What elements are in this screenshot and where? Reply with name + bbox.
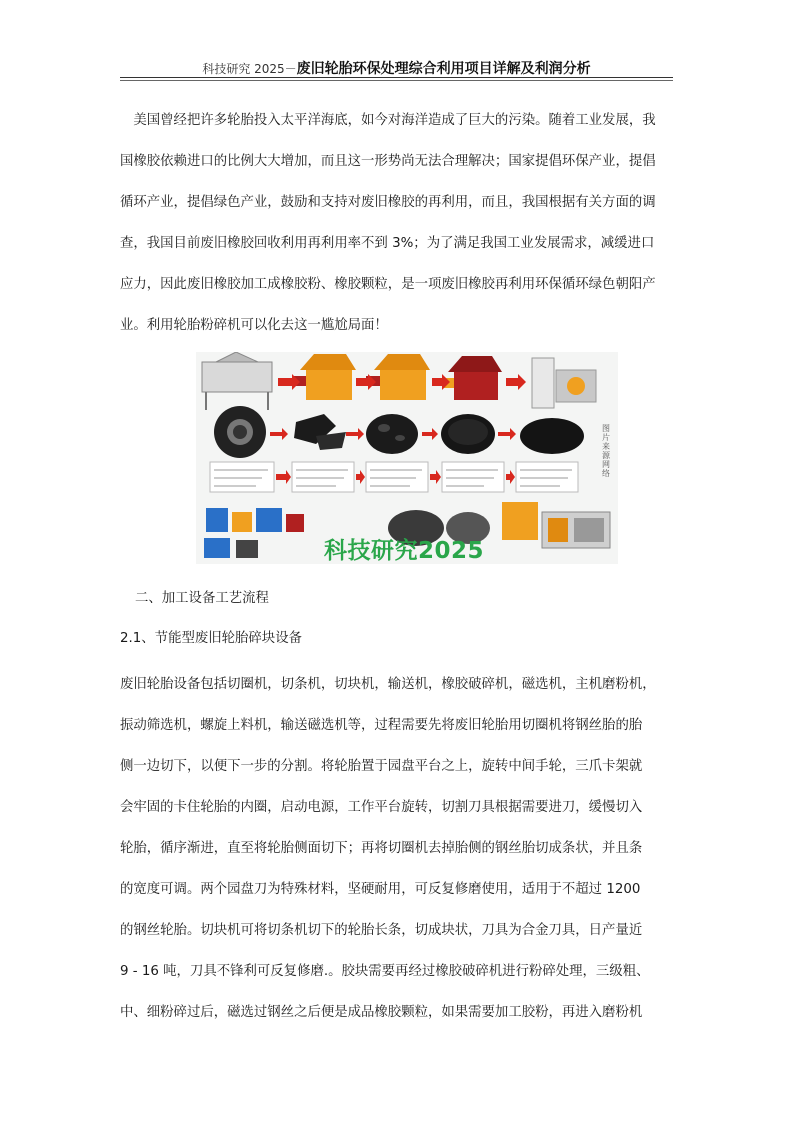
paragraph-line: 的钢丝轮胎。切块机可将切条机切下的轮胎长条，切成块状，刀具为合金刀具，日产量近 [120, 923, 643, 938]
mill-equipment-photo [502, 502, 610, 548]
paragraph-line: 中、细粉碎过后，磁选过钢丝之后便是成品橡胶颗粒，如果需要加工胶粉，再进入磨粉机 [120, 1005, 643, 1020]
crusher-machine-1 [292, 354, 356, 400]
whole-tire-image [214, 406, 266, 458]
paragraph-line: 查，我国目前废旧橡胶回收利用再利用率不到 3%；为了满足我国工业发展需求，减缓进口 [120, 236, 655, 251]
header-rule [120, 77, 673, 78]
section-heading: 二、加工设备工艺流程 [135, 591, 269, 606]
header-title: 废旧轮胎环保处理综合利用项目详解及利润分析 [296, 61, 591, 77]
paragraph-line: 美国曾经把许多轮胎投入太平洋海底，如今对海洋造成了巨大的污染。随着工业发展，我 [120, 113, 656, 128]
tire-strips-image [294, 414, 346, 450]
header-rule [120, 80, 673, 81]
paragraph-line: 废旧轮胎设备包括切圈机，切条机，切块机，输送机，橡胶破碎机，磁选机，主机磨粉机， [120, 677, 656, 692]
crusher-machine-2 [366, 354, 430, 400]
subsection-heading: 2.1、节能型废旧轮胎碎块设备 [120, 631, 302, 646]
watermark-text: 科技研究2025 [324, 538, 485, 564]
grinding-mill-machine [532, 358, 596, 408]
rubber-chunks-image [366, 414, 418, 454]
paragraph-line: 振动筛选机，螺旋上料机，输送磁选机等，过程需要先将废旧轮胎用切圈机将钢丝胎的胎 [120, 718, 643, 733]
equipment-line-left [204, 508, 304, 558]
body-paragraph [120, 664, 673, 1033]
paragraph-line: 循环产业，提倡绿色产业，鼓励和支持对废旧橡胶的再利用，而且，我国根据有关方面的调 [120, 195, 656, 210]
header-prefix: 科技研究 2025－ [202, 62, 297, 76]
paragraph-line: 业。利用轮胎粉碎机可以化去这一尴尬局面！ [120, 318, 388, 333]
stage-caption-boxes [210, 462, 578, 492]
figure-side-caption: 图片来源网络 [602, 424, 610, 478]
paragraph-line: 的宽度可调。两个园盘刀为特殊材料，坚硬耐用，可反复修磨使用，适用于不超过 1200 [120, 882, 641, 897]
tire-cutter-machine [202, 352, 272, 410]
crusher-machine-3 [442, 356, 502, 400]
intro-paragraph [120, 100, 673, 346]
paragraph-line: 9 - 16 吨，刀具不锋利可反复修磨.。胶块需要再经过橡胶破碎机进行粉碎处理，三级粗、 [120, 964, 650, 979]
page-header [120, 58, 673, 78]
paragraph-line: 会牢固的卡住轮胎的内圈，启动电源，工作平台旋转，切割刀具根据需要进刀，缓慢切入 [120, 800, 643, 815]
rubber-powder-image [520, 418, 584, 454]
paragraph-line: 国橡胶依赖进口的比例大大增加，而且这一形势尚无法合理解决；国家提倡环保产业，提倡 [120, 154, 656, 169]
paragraph-line: 轮胎，循序渐进，直至将轮胎侧面切下；再将切圈机去掉胎侧的钢丝胎切成条状，并且条 [120, 841, 643, 856]
rubber-granules-image [441, 414, 495, 454]
process-flow-figure [196, 352, 618, 564]
paragraph-line: 侧一边切下，以便下一步的分割。将轮胎置于园盘平台之上，旋转中间手轮，三爪卡架就 [120, 759, 643, 774]
paragraph-line: 应力，因此废旧橡胶加工成橡胶粉、橡胶颗粒，是一项废旧橡胶再利用环保循环绿色朝阳产 [120, 277, 656, 292]
